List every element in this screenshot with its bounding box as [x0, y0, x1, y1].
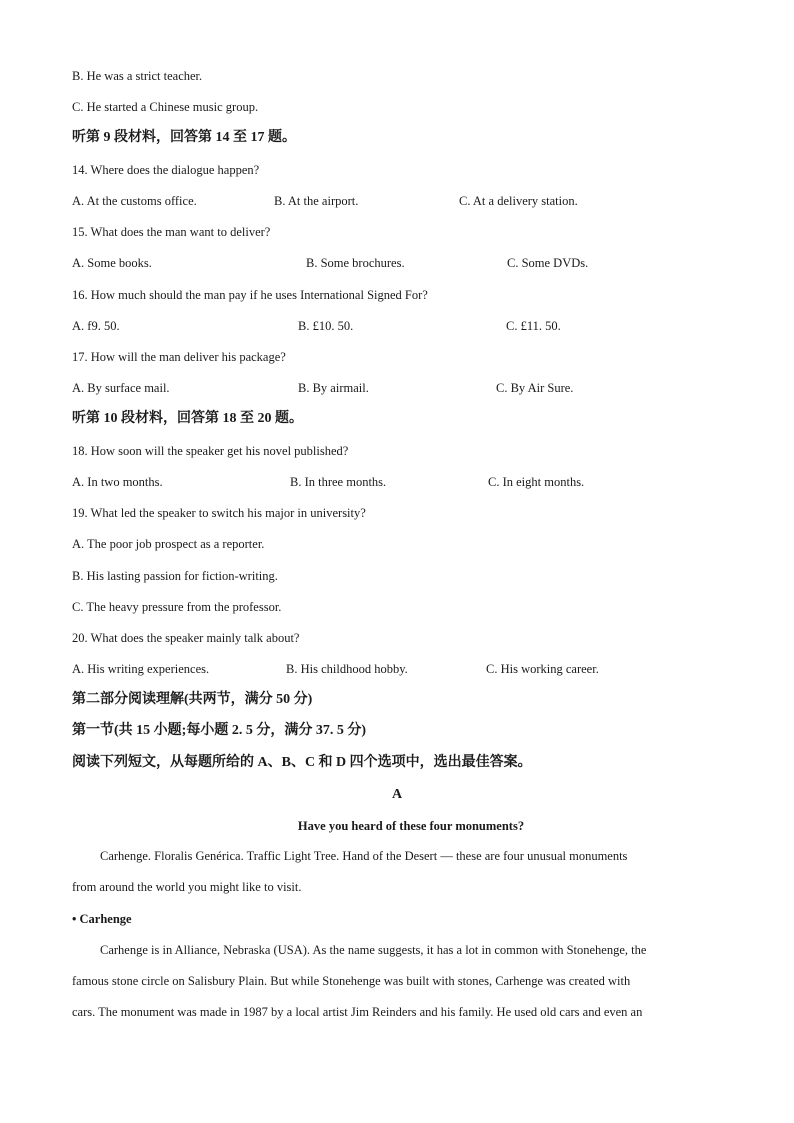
q20-option-c: C. His working career.	[486, 662, 599, 676]
section9-header: 听第 9 段材料，回答第 14 至 17 题。	[72, 130, 296, 145]
q16-options	[72, 318, 722, 334]
q17-option-c: C. By Air Sure.	[496, 381, 574, 395]
q19-option-c: C. The heavy pressure from the professor.	[72, 600, 282, 614]
passage-intro-line-2: from around the world you might like to visit.	[72, 880, 302, 894]
q14-option-c: C. At a delivery station.	[459, 194, 578, 208]
q17-question: 17. How will the man deliver his package?	[72, 350, 286, 364]
q18-option-c: C. In eight months.	[488, 475, 585, 489]
q16-option-c: C. £11. 50.	[506, 319, 561, 333]
q19-option-a: A. The poor job prospect as a reporter.	[72, 537, 265, 551]
q15-option-b: B. Some brochures.	[306, 256, 405, 270]
q14-option-a: A. At the customs office.	[72, 194, 197, 208]
q20-question: 20. What does the speaker mainly talk about?	[72, 631, 300, 645]
q17-options	[72, 380, 722, 396]
q18-option-b: B. In three months.	[290, 475, 387, 489]
q19-option-b: B. His lasting passion for fiction-writing.	[72, 569, 278, 583]
q20-option-a: A. His writing experiences.	[72, 662, 210, 676]
q16-option-b: B. £10. 50.	[298, 319, 354, 333]
q16-question: 16. How much should the man pay if he uses International Signed For?	[72, 288, 428, 302]
q16-option-a: A. f9. 50.	[72, 319, 120, 333]
q19-question: 19. What led the speaker to switch his major in university?	[72, 506, 366, 520]
q13-option-c: C. He started a Chinese music group.	[72, 100, 259, 114]
q20-options	[72, 661, 722, 677]
q14-question: 14. Where does the dialogue happen?	[72, 163, 260, 177]
q17-option-a: A. By surface mail.	[72, 381, 170, 395]
q15-question: 15. What does the man want to deliver?	[72, 225, 271, 239]
section1-header: 第一节(共 15 小题;每小题 2. 5 分，满分 37. 5 分)	[72, 723, 366, 738]
part2-header: 第二部分阅读理解(共两节，满分 50 分)	[72, 692, 313, 707]
q18-option-a: A. In two months.	[72, 475, 163, 489]
carhenge-paragraph-line-3: cars. The monument was made in 1987 by a local artist Jim Reinders and his family. He used old cars and even an	[72, 1005, 643, 1019]
q17-option-b: B. By airmail.	[298, 381, 369, 395]
q14-options	[72, 193, 722, 209]
carhenge-heading: • Carhenge	[72, 912, 132, 926]
q20-option-b: B. His childhood hobby.	[286, 662, 408, 676]
section10-header: 听第 10 段材料，回答第 18 至 20 题。	[72, 411, 303, 426]
q18-question: 18. How soon will the speaker get his novel published?	[72, 444, 349, 458]
q13-option-b: B. He was a strict teacher.	[72, 69, 203, 83]
passage-letter: A	[391, 787, 403, 802]
passage-intro-line-1: Carhenge. Floralis Genérica. Traffic Light Tree. Hand of the Desert — these are four unusual monuments	[100, 849, 628, 863]
q15-option-c: C. Some DVDs.	[507, 256, 589, 270]
reading-instruction: 阅读下列短文，从每题所给的 A、B、C 和 D 四个选项中，选出最佳答案。	[72, 755, 532, 770]
q15-option-a: A. Some books.	[72, 256, 152, 270]
q15-options	[72, 255, 722, 271]
carhenge-paragraph-line-2: famous stone circle on Salisbury Plain. But while Stonehenge was built with stones, Carhenge was created with	[72, 974, 631, 988]
q14-option-b: B. At the airport.	[274, 194, 359, 208]
q18-options	[72, 474, 722, 490]
passage-title: Have you heard of these four monuments?	[297, 819, 525, 833]
carhenge-paragraph-line-1: Carhenge is in Alliance, Nebraska (USA). As the name suggests, it has a lot in common with Stonehenge, the	[100, 943, 647, 957]
